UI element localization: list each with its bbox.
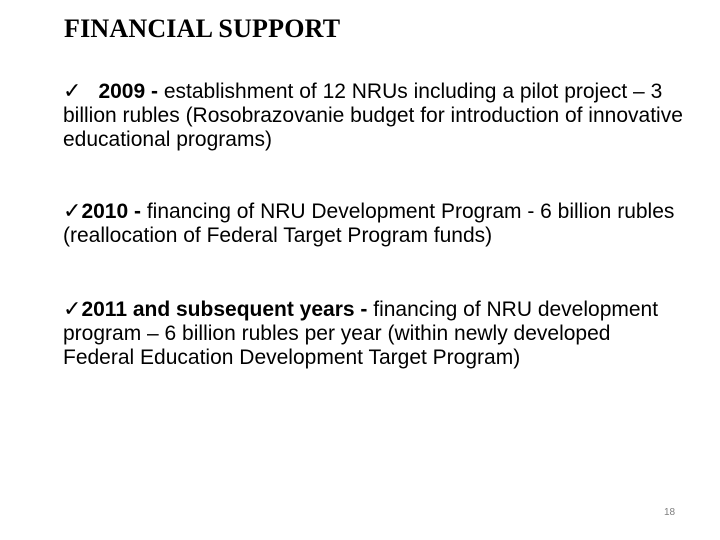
bullet-text: establishment of 12 NRUs including a pilot project – 3 billion rubles (Rosobrazovanie budget for introduction of innovative educational programs) — [63, 80, 683, 151]
bullet-item — [63, 298, 683, 370]
page-number: 18 — [664, 507, 676, 518]
bullet-year: 2011 and subsequent years - — [81, 298, 368, 321]
bullet-year: 2010 - — [81, 200, 141, 223]
bullet-text: financing of NRU Development Program - 6 billion rubles (reallocation of Federal Target Program funds) — [63, 200, 675, 247]
bullet-year: 2009 - — [98, 80, 158, 103]
slide-title: FINANCIAL SUPPORT — [64, 14, 341, 43]
bullet-item — [63, 200, 683, 248]
checkmark-icon: ✓ — [63, 297, 82, 322]
bullet-list — [63, 80, 683, 370]
checkmark-icon: ✓ — [63, 79, 82, 104]
checkmark-icon: ✓ — [63, 199, 82, 224]
bullet-item — [63, 80, 683, 152]
bullet-text: financing of NRU development program – 6 billion rubles per year (within newly developed Federal Education Development Target Program) — [63, 298, 659, 369]
